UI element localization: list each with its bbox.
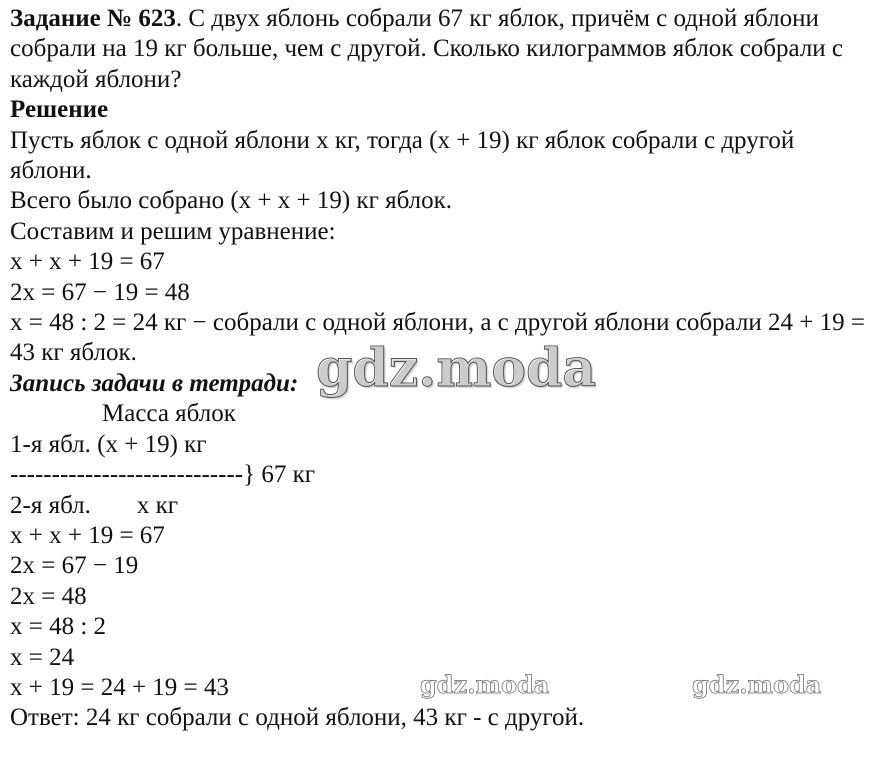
notebook-step: х = 24 bbox=[10, 643, 75, 671]
apple-tree-row-2 bbox=[10, 491, 875, 521]
apple-tree-row-1: 1-я ябл. (х + 19) кг bbox=[10, 430, 207, 458]
notebook-step: 2х = 48 bbox=[10, 582, 87, 610]
watermark-logo: gdz.moda bbox=[316, 338, 597, 399]
notebook-step: х + 19 = 24 + 19 = 43 bbox=[10, 673, 229, 701]
solution-paragraph-2: Всего было собрано (х + х + 19) кг яблок. bbox=[10, 187, 453, 215]
watermark-logo-small: gdz.moda bbox=[420, 670, 550, 699]
equation-3: х = 48 : 2 = 24 кг − собрали с одной яблони, а с другой яблони собрали 24 + 19 = 43 кг яблок. bbox=[10, 309, 865, 367]
watermark-logo-small: gdz.moda bbox=[692, 670, 822, 699]
equation-1: х + х + 19 = 67 bbox=[10, 248, 165, 276]
row2-label: 2-я ябл. bbox=[10, 491, 91, 519]
equation-2: 2х = 67 − 19 = 48 bbox=[10, 278, 190, 306]
task-statement bbox=[10, 4, 872, 95]
brace-total-line: ----------------------------} 67 кг bbox=[10, 461, 316, 489]
solution-paragraph-1: Пусть яблок с одной яблони х кг, тогда (х + 19) кг яблок собрали с другой яблони. bbox=[10, 126, 795, 185]
notebook-step: х = 48 : 2 bbox=[10, 613, 107, 641]
answer-line: Ответ: 24 кг собрали с одной яблони, 43 кг - с другой. bbox=[10, 704, 585, 732]
notebook-step: 2х = 67 − 19 bbox=[10, 552, 139, 580]
solution-paragraph-3: Составим и решим уравнение: bbox=[10, 217, 336, 245]
task-number: Задание № 623 bbox=[10, 5, 176, 32]
task-text: . С двух яблонь собрали 67 кг яблок, причём с одной яблони собрали на 19 кг больше, чем с другой. Сколько килограммов яблок собрали с каждой яблони? bbox=[10, 5, 844, 93]
row2-value: х кг bbox=[136, 491, 179, 519]
solution-heading: Решение bbox=[10, 96, 109, 124]
notebook-heading: Запись задачи в тетради: bbox=[10, 369, 299, 397]
mass-header: Масса яблок bbox=[102, 400, 236, 428]
notebook-step: х + х + 19 = 67 bbox=[10, 521, 165, 549]
